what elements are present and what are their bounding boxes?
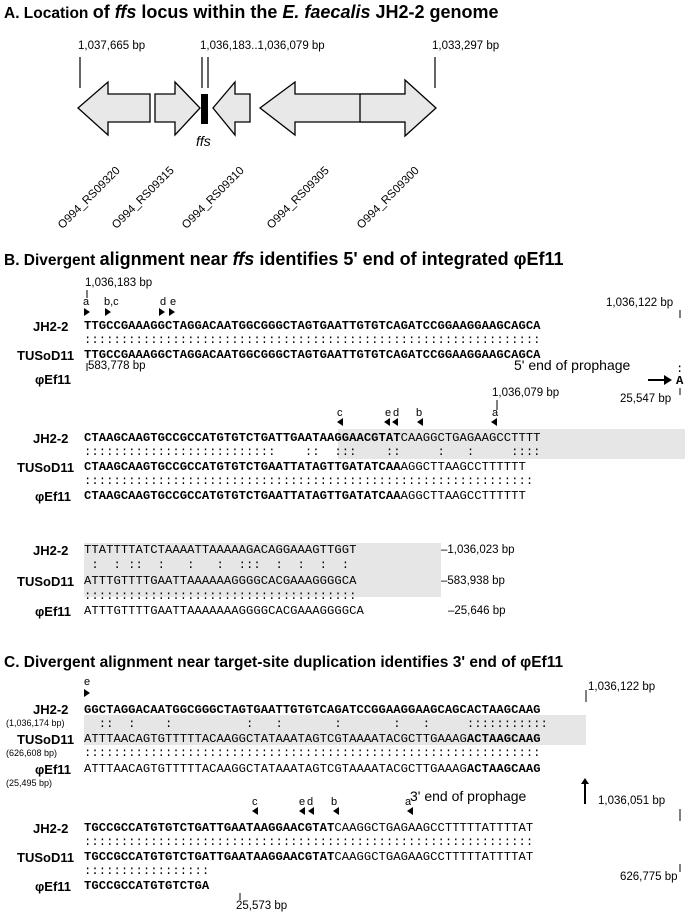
c2-mark-c: c (252, 796, 258, 808)
b2-label-phi: φEf11 (35, 489, 72, 504)
b3-match-1: : : :: : : : ::: : : : : (84, 558, 350, 572)
panel-a-title: A. Location of ffs locus within the E. faecalis JH2-2 genome (4, 2, 499, 22)
c1-prophage-label: 3' end of prophage (410, 788, 527, 804)
c1-coord-right: 1,036,122 bp (588, 681, 656, 693)
b3-label-jh: JH2-2 (33, 543, 69, 558)
c2-label-jh: JH2-2 (33, 821, 69, 836)
b1-phi-coord: 25,547 bp (620, 393, 672, 405)
b1-seq-tus: TTGCCGAAAGGCTAGGACAATGGCGGGCTAGTGAATTGTGTCAGATCCGGAAGGAAGCAGCA (84, 348, 541, 362)
b1-phi-A: A (676, 374, 684, 388)
c1-jh-coord: (1,036,174 bp) (6, 718, 65, 728)
b3-tus-coord: –583,938 bp (441, 575, 505, 587)
b1-tus-coord: 583,778 bp (88, 360, 146, 372)
b3-seq-jh: TTATTTTATCTAAAATTAAAAAGACAGGAAAGTTGGT (84, 543, 357, 557)
c2-seq-tus: TGCCGCCATGTGTCTGATTGAATAAGGAACGTATCAAGGCTGAGAAGCCTTTTTATTTTAT (84, 850, 534, 864)
b1-colon-a: : (676, 362, 684, 376)
panel-c-title: C. Divergent alignment near target-site duplication identifies 3' end of φEf11 (4, 654, 564, 671)
gene-label-rs09305: O994_RS09305 (265, 164, 332, 232)
b1-mark-d: d (160, 296, 167, 308)
gene-label-rs09320: O994_RS09320 (56, 164, 123, 232)
c2-label-tus: TUSoD11 (17, 850, 75, 865)
c2-mark-a: a (405, 796, 412, 808)
c1-tus-coord: (626,608 bp) (6, 748, 58, 758)
b1-mark-a: a (83, 296, 90, 308)
b2-mark-e: e (385, 407, 392, 419)
b1-prophage-label: 5' end of prophage (514, 357, 631, 373)
gene-arrow-rs09315 (155, 82, 200, 135)
c2-tus-coord: 626,775 bp (620, 871, 678, 883)
c2-mark-e: e (299, 796, 306, 808)
b3-label-phi: φEf11 (35, 604, 72, 619)
b1-label-jh: JH2-2 (33, 319, 69, 334)
c1-mark-e: e (84, 676, 91, 688)
gene-arrow-rs09320 (78, 82, 150, 135)
gene-arrow-rs09300 (360, 80, 436, 136)
gene-label-rs09310: O994_RS09310 (180, 164, 247, 232)
c1-seq-tus: ATTTAACAGTGTTTTTACAAGGCTATAAATAGTCGTAAAATACGCTTGAAAGACTAAGCAAG (84, 732, 541, 746)
b1-match-1: :::::::::::::::::::::::::::::::::::::::::::::::::::::::::::::: (84, 333, 541, 347)
gene-arrow-rs09310 (213, 82, 250, 135)
gene-label-rs09300: O994_RS09300 (355, 164, 422, 232)
c2-mark-b: b (331, 796, 338, 808)
c2-match-2: ::::::::::::::::: (84, 864, 210, 878)
b3-match-2: ::::::::::::::::::::::::::::::::::::: (84, 589, 357, 603)
gene-map (0, 0, 685, 235)
c1-match-2: :::::::::::::::::::::::::::::::::::::::::::::::::::::::::::::: (84, 746, 541, 760)
b3-seq-phi: ATTTGTTTTGAATTAAAAAAAGGGGCACGAAAGGGGCA (84, 604, 364, 618)
b1-seq-jh: TTGCCGAAAGGCTAGGACAATGGCGGGCTAGTGAATTGTGTCAGATCCGGAAGGAAGCAGCA (84, 319, 541, 333)
b2-mark-c: c (337, 407, 343, 419)
b3-label-tus: TUSoD11 (17, 574, 75, 589)
c2-phi-coord: 25,573 bp (236, 900, 288, 912)
ffs-locus-bar (201, 94, 208, 124)
b2-mark-b: b (416, 407, 423, 419)
c2-phi-tick (0, 892, 685, 902)
c1-match-1: :: : : : : : : : ::::::::::: (84, 717, 548, 731)
b1-marker-arrows (0, 288, 685, 318)
c1-seq-jh: GGCTAGGACAATGGCGGGCTAGTGAATTGTGTCAGATCCGGAAGGAAGCAGCACTAAGCAAG (84, 703, 541, 717)
coord-mid: 1,036,183..1,036,079 bp (200, 40, 325, 52)
panel-b-title: B. Divergent alignment near ffs identifies 5' end of integrated φEf11 (4, 249, 564, 269)
b2-match-1: :::::::::::::::::::::::::: :: ::: :: : : :::: (84, 445, 541, 459)
b1-mark-bc: b,c (104, 296, 119, 308)
gene-label-rs09315: O994_RS09315 (110, 164, 177, 232)
c2-seq-phi: TGCCGCCATGTGTCTGA (84, 879, 210, 893)
b3-phi-coord: –25,646 bp (448, 605, 506, 617)
ffs-label: ffs (196, 133, 211, 149)
coord-left: 1,037,665 bp (78, 40, 146, 52)
c2-seq-jh: TGCCGCCATGTGTCTGATTGAATAAGGAACGTATCAAGGCTGAGAAGCCTTTTTATTTTAT (84, 821, 534, 835)
c1-label-tus: TUSoD11 (17, 732, 75, 747)
b2-match-2: ::::::::::::::::::::::::::::::::::::::::::::::::::::::::::::: (84, 474, 534, 488)
b1-mark-e: e (170, 296, 177, 308)
b3-jh-coord: –1,036,023 bp (441, 544, 515, 556)
b2-mark-a: a (492, 407, 499, 419)
b2-coord: 1,036,079 bp (492, 387, 560, 399)
c2-coord: 1,036,051 bp (598, 795, 666, 807)
b2-label-jh: JH2-2 (33, 431, 69, 446)
c1-phi-coord: (25,495 bp) (6, 778, 53, 788)
c1-label-jh: JH2-2 (33, 702, 69, 717)
c1-label-phi: φEf11 (35, 762, 72, 777)
c1-seq-phi: ATTTAACAGTGTTTTTACAAGGCTATAAATAGTCGTAAAATACGCTTGAAAGACTAAGCAAG (84, 762, 541, 776)
b1-label-phi: φEf11 (35, 372, 72, 387)
b2-seq-phi: CTAAGCAAGTGCCGCCATGTGTCTGAATTATAGTTGATATCAAAGGCTTAAGCCTTTTTT (84, 489, 526, 503)
coord-right: 1,033,297 bp (432, 40, 500, 52)
c2-label-phi: φEf11 (35, 879, 72, 894)
b2-label-tus: TUSoD11 (17, 460, 75, 475)
b2-seq-jh: CTAAGCAAGTGCCGCCATGTGTCTGATTGAATAAGGAACGTATCAAGGCTGAGAAGCCTTTT (84, 431, 541, 445)
b1-phi-tick (0, 387, 685, 397)
b1-label-tus: TUSoD11 (17, 348, 75, 363)
c2-match-1: ::::::::::::::::::::::::::::::::::::::::::::::::::::::::::::: (84, 835, 534, 849)
b2-seq-tus: CTAAGCAAGTGCCGCCATGTGTCTGAATTATAGTTGATATCAAAGGCTTAAGCCTTTTTT (84, 460, 526, 474)
b3-seq-tus: ATTTGTTTTGAATTAAAAAAGGGGCACGAAAGGGGCA (84, 574, 357, 588)
b1-coord-top: 1,036,183 bp (85, 277, 153, 289)
c2-mark-d: d (307, 796, 314, 808)
b2-mark-d: d (393, 407, 400, 419)
b1-coord-right: 1,036,122 bp (606, 297, 674, 309)
